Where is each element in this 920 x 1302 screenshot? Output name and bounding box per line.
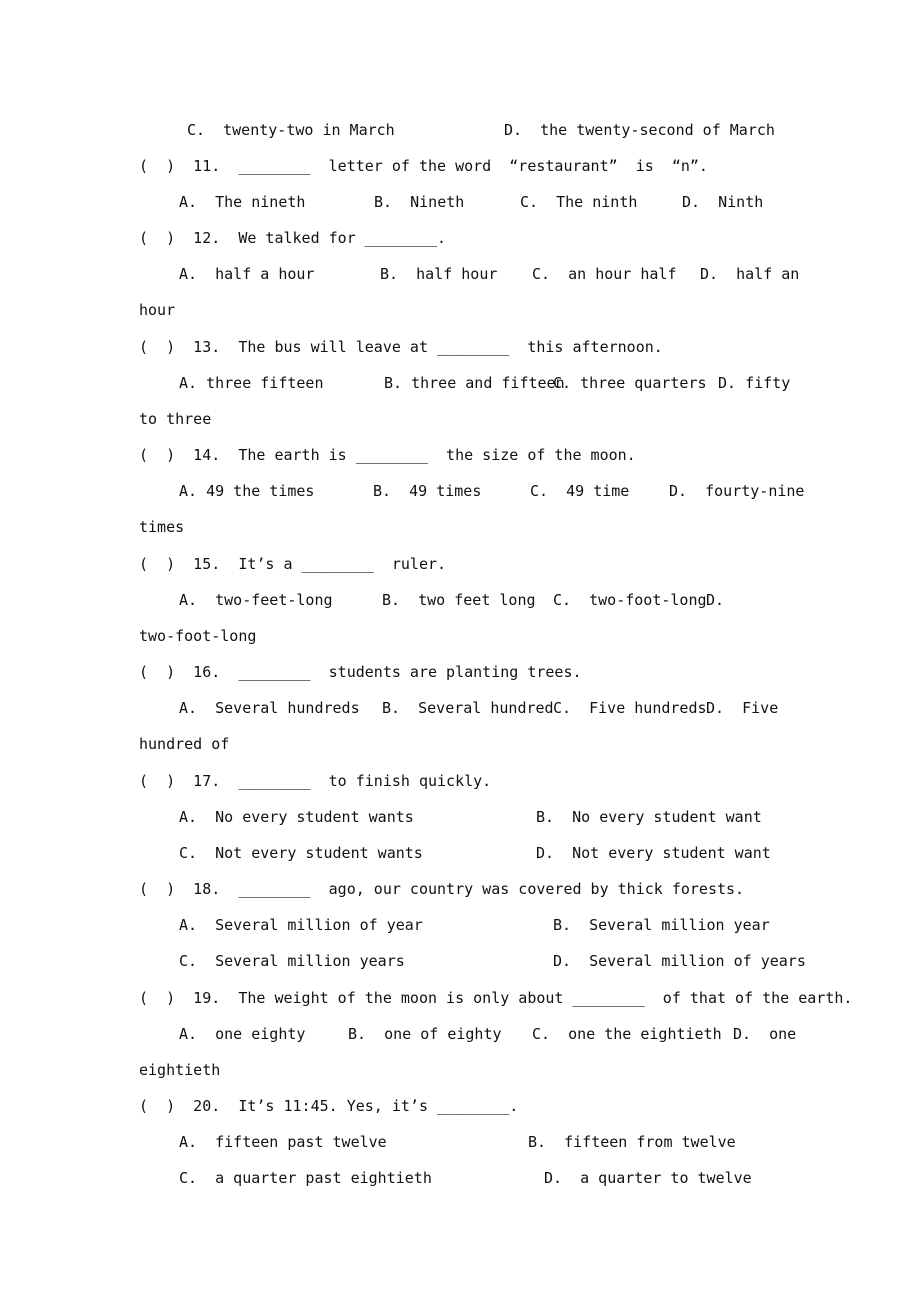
- question-17: ( ) 17. ________ to finish quickly.: [139, 772, 492, 790]
- option-b: B. three and fifteen: [384, 374, 565, 392]
- option-d: D.: [706, 591, 725, 609]
- option-d: D. Several million of years: [553, 952, 806, 970]
- option-a: A. The nineth: [179, 193, 306, 211]
- option-b: B. fifteen from twelve: [528, 1133, 736, 1151]
- option-wrap: two-foot-long: [139, 627, 257, 645]
- option-a: A. half a hour: [179, 265, 315, 283]
- option-b: B. No every student want: [536, 808, 762, 826]
- option-d: D. Five: [706, 699, 779, 717]
- option-wrap: hour: [139, 301, 176, 319]
- option-c: C. Several million years: [179, 952, 405, 970]
- option-c: C. Not every student wants: [179, 844, 423, 862]
- option-b: B. 49 times: [373, 482, 482, 500]
- option-b: B. one of eighty: [348, 1025, 502, 1043]
- question-19: ( ) 19. The weight of the moon is only about ________ of that of the earth.: [139, 989, 853, 1007]
- question-11: ( ) 11. ________ letter of the word “restaurant” is “n”.: [139, 157, 708, 175]
- option-c: C. three quarters: [553, 374, 707, 392]
- question-13: ( ) 13. The bus will leave at ________ this afternoon.: [139, 338, 663, 356]
- option-c: C. 49 time: [530, 482, 630, 500]
- option-c: C. The ninth: [520, 193, 638, 211]
- question-20: ( ) 20. It’s 11:45. Yes, it’s ________.: [139, 1097, 519, 1115]
- option-wrap: times: [139, 518, 185, 536]
- option-c: C. a quarter past eightieth: [179, 1169, 432, 1187]
- option-wrap: hundred of: [139, 735, 230, 753]
- option-a: A. three fifteen: [179, 374, 324, 392]
- question-14: ( ) 14. The earth is ________ the size of the moon.: [139, 446, 636, 464]
- option-b: B. Nineth: [374, 193, 465, 211]
- option-a: A. Several hundreds: [179, 699, 360, 717]
- option-b: B. Several hundred: [382, 699, 554, 717]
- option-d: D. Not every student want: [536, 844, 771, 862]
- option-d: D. fourty-nine: [669, 482, 805, 500]
- option-wrap: eightieth: [139, 1061, 221, 1079]
- option-b: B. Several million year: [553, 916, 770, 934]
- question-12: ( ) 12. We talked for ________.: [139, 229, 447, 247]
- option-c: C. an hour half: [532, 265, 677, 283]
- option-a: A. one eighty: [179, 1025, 306, 1043]
- option-c: C. Five hundreds: [553, 699, 707, 717]
- question-18: ( ) 18. ________ ago, our country was covered by thick forests.: [139, 880, 745, 898]
- option-wrap: to three: [139, 410, 212, 428]
- option-c: C. two-foot-long: [553, 591, 707, 609]
- option-d: D. Ninth: [682, 193, 764, 211]
- option-c: C. one the eightieth: [532, 1025, 722, 1043]
- option-a: A. No every student wants: [179, 808, 414, 826]
- question-16: ( ) 16. ________ students are planting trees.: [139, 663, 582, 681]
- option-a: A. Several million of year: [179, 916, 423, 934]
- option-line: C. twenty-two in March: [187, 121, 395, 139]
- option-d: D. one: [733, 1025, 797, 1043]
- option-a: A. fifteen past twelve: [179, 1133, 387, 1151]
- option-b: B. half hour: [380, 265, 498, 283]
- option-d: D. fifty: [718, 374, 791, 392]
- question-15: ( ) 15. It’s a ________ ruler.: [139, 555, 447, 573]
- option-a: A. two-feet-long: [179, 591, 333, 609]
- option-d: D. half an: [700, 265, 800, 283]
- option-line: D. the twenty-second of March: [504, 121, 775, 139]
- option-b: B. two feet long: [382, 591, 536, 609]
- option-a: A. 49 the times: [179, 482, 315, 500]
- option-d: D. a quarter to twelve: [544, 1169, 752, 1187]
